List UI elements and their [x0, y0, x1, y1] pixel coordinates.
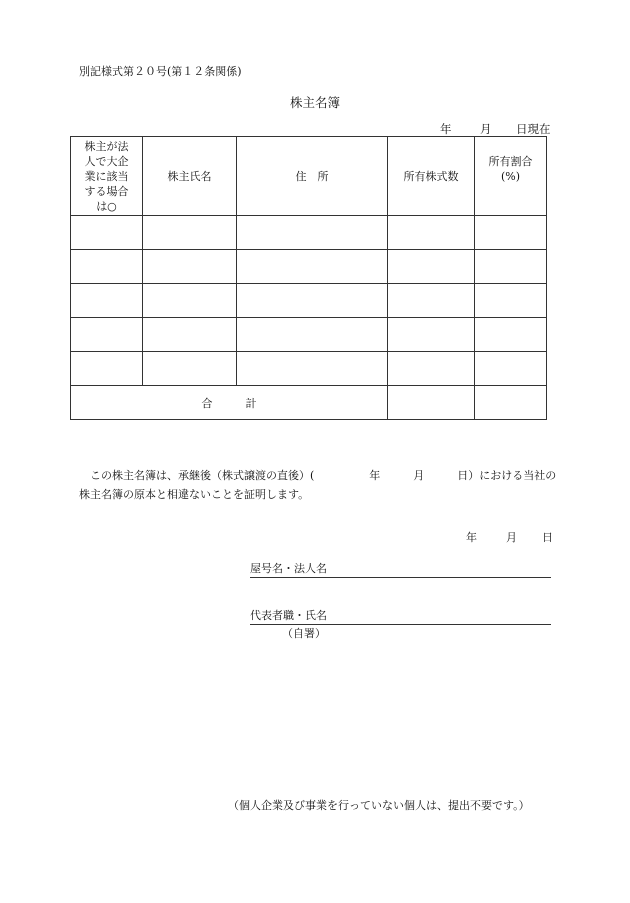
header-shares-owned: 所有株式数: [388, 137, 475, 216]
cell-shares-owned[interactable]: [388, 318, 475, 352]
form-number: 別記様式第２０号(第１２条関係): [79, 65, 242, 78]
cell-large-enterprise[interactable]: [71, 284, 143, 318]
cell-ownership-ratio[interactable]: [475, 352, 547, 386]
cell-address[interactable]: [237, 284, 388, 318]
total-shares-owned[interactable]: [388, 386, 475, 420]
table-header-row: [71, 137, 547, 216]
header-line: 所有割合: [488, 154, 533, 168]
company-name-field[interactable]: [250, 560, 551, 578]
total-label: 合 計: [71, 386, 388, 420]
cell-shares-owned[interactable]: [388, 284, 475, 318]
cell-shareholder-name[interactable]: [143, 250, 237, 284]
cell-ownership-ratio[interactable]: [475, 318, 547, 352]
cell-shareholder-name[interactable]: [143, 284, 237, 318]
company-name-label: 屋号名・法人名: [250, 562, 327, 575]
cell-large-enterprise[interactable]: [71, 216, 143, 250]
header-line: する場合: [84, 184, 129, 198]
representative-label: 代表者職・氏名: [250, 609, 327, 622]
cell-ownership-ratio[interactable]: [475, 284, 547, 318]
as-of-date: [440, 121, 551, 137]
as-of-year: 年: [440, 122, 452, 136]
sign-day: 日: [542, 531, 553, 544]
header-large-enterprise: [71, 137, 143, 216]
cell-shareholder-name[interactable]: [143, 318, 237, 352]
document-title: 株主名簿: [289, 95, 340, 110]
certification-line-2: 株主名簿の原本と相違ないことを証明します。: [79, 488, 310, 501]
table-row: [71, 216, 547, 250]
sign-year: 年: [466, 531, 477, 544]
header-line: 業に該当: [84, 169, 129, 183]
header-address: 住 所: [237, 137, 388, 216]
cell-shares-owned[interactable]: [388, 352, 475, 386]
header-line: は○: [96, 199, 117, 213]
representative-field[interactable]: [250, 607, 551, 625]
cell-address[interactable]: [237, 216, 388, 250]
cell-shareholder-name[interactable]: [143, 216, 237, 250]
table-row: [71, 352, 547, 386]
total-row: [71, 386, 547, 420]
cell-shares-owned[interactable]: [388, 250, 475, 284]
header-line: (%): [500, 169, 521, 183]
as-of-day: 日現在: [516, 122, 551, 136]
footer-note: （個人企業及び事業を行っていない個人は、提出不要です。）: [228, 799, 530, 812]
cell-ownership-ratio[interactable]: [475, 250, 547, 284]
cell-address[interactable]: [237, 318, 388, 352]
as-of-month: 月: [480, 122, 492, 136]
cell-address[interactable]: [237, 352, 388, 386]
header-line: 株主が法: [84, 139, 129, 153]
header-line: 人で大企: [84, 154, 129, 168]
cell-large-enterprise[interactable]: [71, 318, 143, 352]
cell-large-enterprise[interactable]: [71, 250, 143, 284]
cell-address[interactable]: [237, 250, 388, 284]
cell-shares-owned[interactable]: [388, 216, 475, 250]
sign-month: 月: [506, 531, 517, 544]
header-shareholder-name: 株主氏名: [143, 137, 237, 216]
certification-line-1: この株主名簿は、承継後（株式譲渡の直後）( 年 月 日）における当社の: [90, 469, 557, 482]
table-row: [71, 250, 547, 284]
shareholder-register-table: [70, 136, 547, 420]
cell-shareholder-name[interactable]: [143, 352, 237, 386]
table-row: [71, 284, 547, 318]
table-row: [71, 318, 547, 352]
self-signature-note: （自署）: [282, 627, 326, 640]
signature-date: [466, 529, 553, 545]
cell-large-enterprise[interactable]: [71, 352, 143, 386]
cell-ownership-ratio[interactable]: [475, 216, 547, 250]
header-ownership-ratio: [475, 137, 547, 216]
certification-statement: [79, 466, 556, 504]
total-ownership-ratio[interactable]: [475, 386, 547, 420]
